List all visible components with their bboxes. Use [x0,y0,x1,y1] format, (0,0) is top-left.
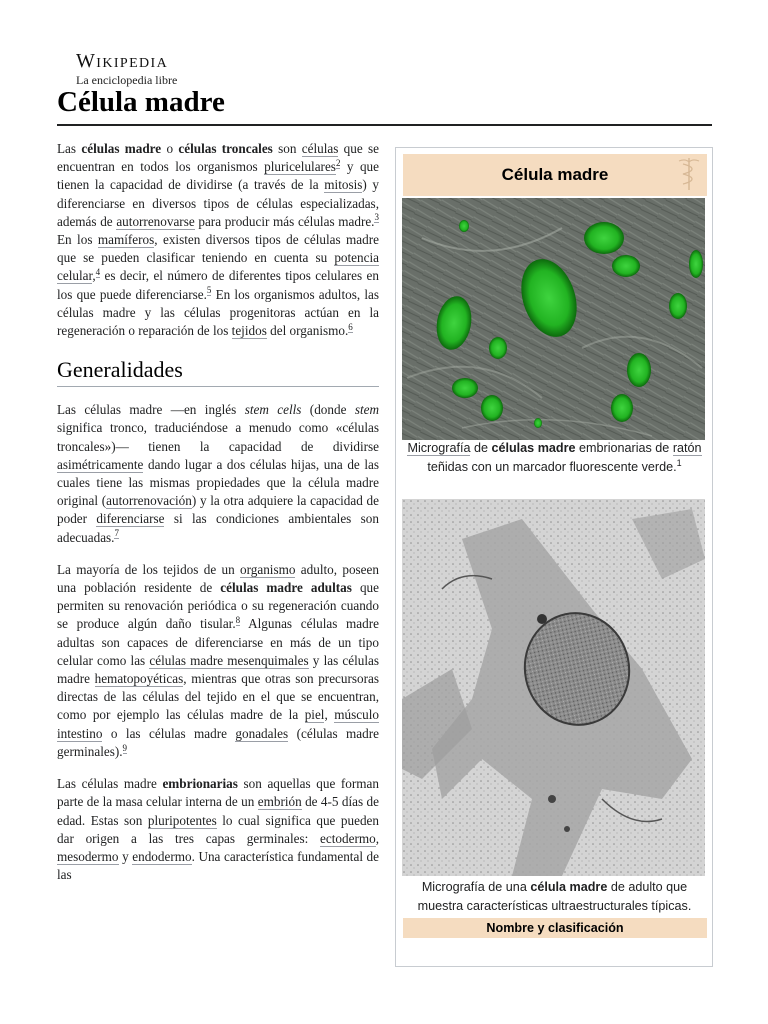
text: , [324,707,335,723]
bold-term: células madre [81,141,162,156]
text: . Una característica fundamental de las [57,848,379,883]
infobox-title-bar [403,154,707,196]
text: lo cual significa que pueden dar origen a las tres capas germinales: [57,812,379,846]
text: ) y diferenciarse en diversos tipos de células especializadas, además de [57,177,379,229]
text: o las células madre [102,725,236,741]
text: que se encuentran en todos los organismos [57,141,380,175]
ref-7[interactable]: 7 [114,528,119,539]
text: dando lugar a dos células hijas, una de las cuales tiene las mismas propiedades que la célula madre original ( [57,456,379,509]
article-body [57,140,379,898]
electron-micrograph[interactable] [402,499,705,876]
title-divider [57,124,712,126]
paragraph-generalidades-3 [57,775,379,884]
ref-6[interactable]: 6 [348,321,353,332]
bold-term: célula madre [530,880,608,894]
fluorescent-stem-cell-micrograph[interactable] [402,198,705,440]
text: teñidas con un marcador fluorescente verde. [427,459,677,474]
text: En los organismos adultos, las células madre y las células progenitoras actúan en la regeneración o reparación de los [57,286,379,339]
text: y las células madre [57,652,380,687]
text: y que tienen la capacidad de dividirse (a través de la [57,159,380,193]
bold-term: células madre adultas [220,580,352,596]
link-hematopoyeticas[interactable]: hematopoyéticas [94,671,184,687]
caption-electron [402,878,707,915]
link-musculo[interactable]: músculo [334,707,379,723]
text: , existen diversos tipos de células madre que se pueden clasificar teniendo en cuenta su [57,232,379,266]
text: Micrografía de una [421,880,531,894]
ref-1[interactable]: 1 [676,457,682,468]
bold-term: células troncales [178,141,273,156]
caption-fluorescent [402,439,707,476]
page-title: Célula madre [57,86,225,118]
infobox-section-header: Nombre y clasificación [403,918,707,938]
link-pluripotentes[interactable]: pluripotentes [147,812,217,828]
ref-8[interactable]: 8 [235,615,241,626]
text: embrionarias de [575,441,673,455]
link-asimetricamente[interactable]: asimétricamente [57,456,144,472]
text: significa tronco, traduciéndose a menudo como «células troncales»)— tienen la capacidad de dividirse [57,420,379,454]
link-diferenciarse[interactable]: diferenciarse [96,511,165,527]
text: de [470,441,492,455]
link-autorrenovacion[interactable]: autorrenovación [106,493,192,509]
link-celulas[interactable]: células [301,141,339,156]
text: Las células madre —en inglés [57,402,245,418]
italic-term: stem cells [244,402,302,418]
section-heading-generalidades: Generalidades [57,356,379,387]
link-autorrenovarse[interactable]: autorrenovarse [116,213,195,229]
link-organismo[interactable]: organismo [240,561,296,577]
text: La mayoría de los tejidos de un [57,561,241,577]
text: , mientras que otras son precursoras directas de las células del tejido en el que se encuentran, como por ejemplo las células madre de la [57,671,379,723]
link-raton[interactable]: ratón [672,441,702,455]
link-endodermo[interactable]: endodermo [132,848,192,864]
text: y [118,848,133,864]
link-pluricelulares[interactable]: pluricelulares [264,159,336,175]
intro-paragraph [57,140,379,340]
text: de adulto que muestra características ultraestructurales típicas. [417,880,692,913]
link-mesodermo[interactable]: mesodermo [57,848,119,864]
text: si las condiciones ambientales son adecuadas. [57,511,379,545]
text: adulto, poseen una población residente de [57,561,379,596]
link-micrografia[interactable]: Micrografía [407,441,471,455]
bold-term: células madre [491,441,576,455]
link-piel[interactable]: piel [304,707,325,723]
paragraph-generalidades-1 [57,401,379,547]
link-gonadales[interactable]: gonadales [235,725,289,741]
link-embrion[interactable]: embrión [257,794,302,810]
infobox-title: Célula madre [501,165,609,184]
paragraph-generalidades-2 [57,561,379,761]
logo-tagline: La enciclopedia libre [76,73,178,87]
ref-4[interactable]: 4 [95,267,101,278]
infobox [395,147,713,967]
link-mamiferos[interactable]: mamíferos [97,232,155,248]
text: ) y la otra adquiere la capacidad de poder [57,493,379,527]
text: son aquellas que forman parte de la masa celular interna de un [57,776,379,810]
text: del organismo. [266,323,349,339]
text: o [161,141,179,156]
text: En los [57,232,98,248]
italic-term: stem [354,402,380,418]
link-mitosis[interactable]: mitosis [324,177,363,193]
text: es decir, el número de diferentes tipos celulares en los que puede diferenciarse. [57,268,379,302]
text: Las [57,141,82,156]
ref-5[interactable]: 5 [206,285,212,296]
link-mesenquimales[interactable]: células madre mesenquimales [149,652,309,668]
text: son [272,141,302,156]
text: de 4-5 días de edad. Estas son [57,794,379,828]
text: Las células madre [57,776,163,792]
text: que permiten su renovación periódica o su regeneración cuando se produce algún daño tisular. [57,580,379,632]
link-potencia-celular[interactable]: potencia celular [57,250,379,284]
ref-3[interactable]: 3 [374,212,379,223]
ref-2[interactable]: 2 [335,157,341,168]
logo-wordmark: Wikipedia [76,50,169,72]
text: , [375,830,379,846]
bold-term: embrionarias [162,776,238,792]
text: , [92,268,96,284]
text: Algunas células madre adultas son capaces de diferenciarse en más de un tipo celular como las [57,616,379,668]
link-ectodermo[interactable]: ectodermo [320,830,376,846]
link-tejidos[interactable]: tejidos [231,323,267,339]
link-intestino[interactable]: intestino [57,725,103,741]
text: (donde [301,402,355,418]
caduceus-icon [677,156,701,192]
text: para producir más células madre. [194,213,375,229]
ref-9[interactable]: 9 [122,742,128,753]
text: (células madre germinales). [57,725,379,759]
